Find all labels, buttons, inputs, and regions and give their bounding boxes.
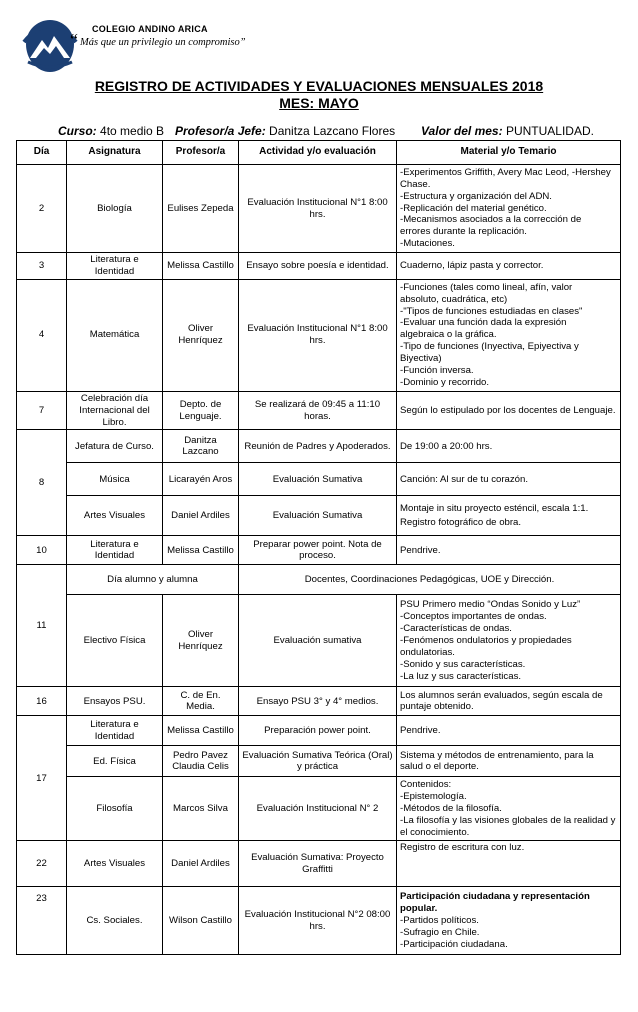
cell-profesor: Daniel Ardiles — [163, 496, 239, 536]
school-name: COLEGIO ANDINO ARICA — [92, 24, 208, 34]
cell-material: Cuaderno, lápiz pasta y corrector. — [397, 253, 621, 280]
document-subtitle: MES: MAYO — [279, 95, 359, 111]
table-row — [17, 391, 621, 430]
cell-asignatura: Electivo Física — [67, 595, 163, 687]
cell-material: De 19:00 a 20:00 hrs. — [397, 430, 621, 463]
table-row — [17, 716, 621, 746]
table-row — [17, 536, 621, 565]
header-profesor: Profesor/a — [163, 141, 239, 165]
cell-actividad: Evaluación Institucional N°1 8:00 hrs. — [239, 165, 397, 253]
cell-profesor: Licarayén Aros — [163, 463, 239, 496]
quote-mark: “ — [70, 30, 78, 50]
header-actividad: Actividad y/o evaluación — [239, 141, 397, 165]
cell-material: -Experimentos Griffith, Avery Mac Leod, -Hershey Chase. -Estructura y organización del ADN. -Replicación del material genético. -Mecanismos asociados a la corrección de errores durante la replicación. -Mutaciones. — [397, 165, 621, 253]
cell-asignatura: Matemática — [67, 279, 163, 391]
table-row — [17, 746, 621, 777]
cell-asignatura: Literatura e Identidad — [67, 716, 163, 746]
table-row — [17, 841, 621, 887]
cell-dia: 22 — [17, 841, 67, 887]
curso-info: Curso: 4to medio B — [58, 124, 165, 138]
cell-profesor: Daniel Ardiles — [163, 841, 239, 887]
cell-material: Pendrive. — [397, 536, 621, 565]
cell-asignatura: Celebración día Internacional del Libro. — [67, 391, 163, 430]
cell-dia: 2 — [17, 165, 67, 253]
table-row — [17, 887, 621, 955]
cell-asignatura: Artes Visuales — [67, 496, 163, 536]
cell-actividad: Preparar power point. Nota de proceso. — [239, 536, 397, 565]
table-row — [17, 463, 621, 496]
header-dia: Día — [17, 141, 67, 165]
cell-profesor: Oliver Henríquez — [163, 595, 239, 687]
profesor-info: Profesor/a Jefe: Danitza Lazcano Flores — [175, 124, 396, 138]
cell-actividad: Ensayo sobre poesía e identidad. — [239, 253, 397, 280]
cell-actividad: Preparación power point. — [239, 716, 397, 746]
table-row — [17, 279, 621, 391]
table-row — [17, 565, 621, 595]
cell-dia: 10 — [17, 536, 67, 565]
cell-actividad: Evaluación Sumativa: Proyecto Graffitti — [239, 841, 397, 887]
cell-material: Los alumnos serán evaluados, según escala de puntaje obtenido. — [397, 687, 621, 716]
table-row — [17, 430, 621, 463]
cell-actividad: Evaluación Sumativa Teórica (Oral) y práctica — [239, 746, 397, 777]
cell-actividad: Evaluación Institucional N°1 8:00 hrs. — [239, 279, 397, 391]
cell-asignatura: Filosofía — [67, 777, 163, 841]
cell-material: Registro de escritura con luz. — [397, 841, 621, 887]
cell-actividad: Reunión de Padres y Apoderados. — [239, 430, 397, 463]
cell-profesor: Danitza Lazcano — [163, 430, 239, 463]
cell-dia: 11 — [17, 565, 67, 687]
cell-profesor: Melissa Castillo — [163, 716, 239, 746]
cell-asignatura: Ensayos PSU. — [67, 687, 163, 716]
table-row — [17, 165, 621, 253]
cell-material: Canción: Al sur de tu corazón. — [397, 463, 621, 496]
table-row — [17, 595, 621, 687]
cell-profesor: Melissa Castillo — [163, 536, 239, 565]
cell-material: Sistema y métodos de entrenamiento, para la salud o el deporte. — [397, 746, 621, 777]
cell-material: -Funciones (tales como lineal, afín, valor absoluto, cuadrática, etc) -"Tipos de funciones estudiadas en clases" -Evaluar una función dada la expresión algebraica o la gráfica. -Tipo de funciones (Inyectiva, Epiyectiva y Biyectiva) -Función inversa. -Dominio y recorrido. — [397, 279, 621, 391]
cell-dia: 7 — [17, 391, 67, 430]
table-row — [17, 253, 621, 280]
cell-profesor: Melissa Castillo — [163, 253, 239, 280]
cell-material: Contenidos: -Epistemología. -Métodos de la filosofía. -La filosofía y las visiones globales de la realidad y el conocimiento. — [397, 777, 621, 841]
cell-profesor: C. de En. Media. — [163, 687, 239, 716]
cell-actividad: Ensayo PSU 3° y 4° medios. — [239, 687, 397, 716]
cell-actividad: Se realizará de 09:45 a 11:10 horas. — [239, 391, 397, 430]
table-row — [17, 777, 621, 841]
cell-asignatura: Artes Visuales — [67, 841, 163, 887]
cell-material: PSU Primero medio “Ondas Sonido y Luz” -Conceptos importantes de ondas. -Características de ondas. -Fenómenos ondulatorios y propiedades ondulatorias. -Sonido y sus características. -La luz y sus características. — [397, 595, 621, 687]
cell-event-students: Día alumno y alumna — [67, 565, 239, 595]
activities-table — [16, 140, 621, 955]
cell-material: Pendrive. — [397, 716, 621, 746]
cell-actividad: Evaluación Institucional N° 2 — [239, 777, 397, 841]
cell-asignatura: Jefatura de Curso. — [67, 430, 163, 463]
cell-asignatura: Ed. Física — [67, 746, 163, 777]
cell-event-staff: Docentes, Coordinaciones Pedagógicas, UOE y Dirección. — [239, 565, 621, 595]
cell-profesor: Depto. de Lenguaje. — [163, 391, 239, 430]
cell-material: Montaje in situ proyecto esténcil, escala 1:1. Registro fotográfico de obra. — [397, 496, 621, 536]
table-header-row — [17, 141, 621, 165]
cell-profesor: Marcos Silva — [163, 777, 239, 841]
cell-dia: 8 — [17, 430, 67, 536]
cell-dia: 3 — [17, 253, 67, 280]
cell-profesor: Pedro Pavez Claudia Celis — [163, 746, 239, 777]
cell-profesor: Oliver Henríquez — [163, 279, 239, 391]
cell-material: Según lo estipulado por los docentes de Lenguaje. — [397, 391, 621, 430]
table-row — [17, 687, 621, 716]
cell-actividad: Evaluación Sumativa — [239, 496, 397, 536]
header-material: Material y/o Temario — [397, 141, 621, 165]
cell-asignatura: Literatura e Identidad — [67, 536, 163, 565]
header-asignatura: Asignatura — [67, 141, 163, 165]
cell-dia: 17 — [17, 716, 67, 841]
cell-actividad: Evaluación sumativa — [239, 595, 397, 687]
cell-actividad: Evaluación Sumativa — [239, 463, 397, 496]
school-motto: Más que un privilegio un compromiso” — [80, 37, 246, 48]
table-row — [17, 496, 621, 536]
cell-profesor: Wilson Castillo — [163, 887, 239, 955]
cell-dia: 16 — [17, 687, 67, 716]
valor-info: Valor del mes: PUNTUALIDAD. — [421, 124, 594, 138]
cell-asignatura: Literatura e Identidad — [67, 253, 163, 280]
cell-dia: 23 — [17, 887, 67, 955]
document-title: REGISTRO DE ACTIVIDADES Y EVALUACIONES MENSUALES 2018 — [94, 78, 544, 94]
cell-asignatura: Música — [67, 463, 163, 496]
cell-material: Participación ciudadana y representación popular. -Partidos políticos. -Sufragio en Chile. -Participación ciudadana. — [397, 887, 621, 955]
cell-dia: 4 — [17, 279, 67, 391]
cell-actividad: Evaluación Institucional N°2 08:00 hrs. — [239, 887, 397, 955]
cell-profesor: Eulises Zepeda — [163, 165, 239, 253]
cell-asignatura: Biología — [67, 165, 163, 253]
cell-asignatura: Cs. Sociales. — [67, 887, 163, 955]
